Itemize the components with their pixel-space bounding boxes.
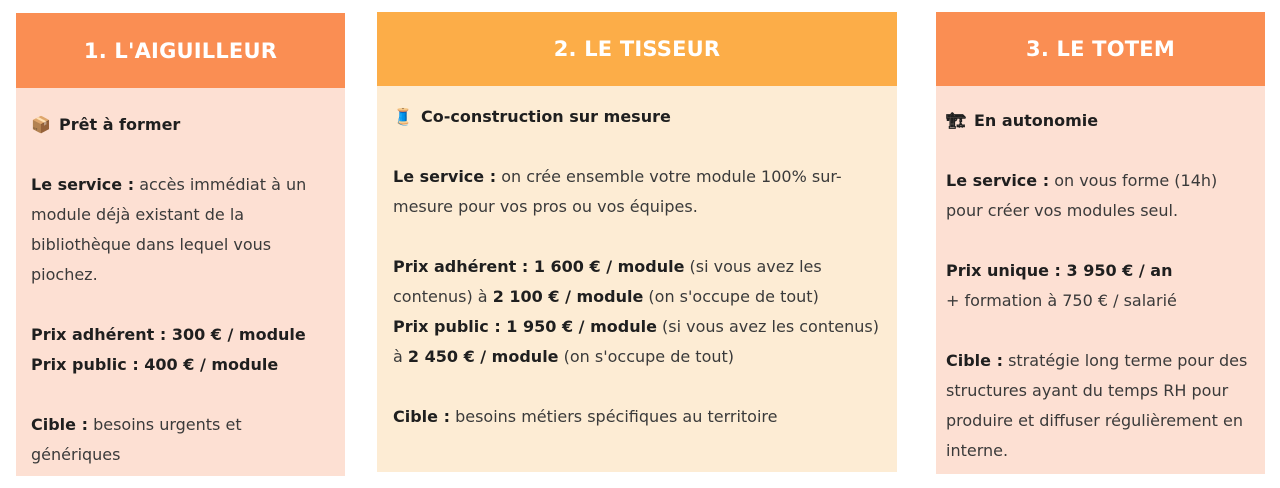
public-price: Prix public : 1 950 € / module (si vous avez les contenus) à 2 450 € / module (on s'occupe de tout) bbox=[393, 317, 879, 366]
public-price: Prix public : 400 € / module bbox=[31, 355, 279, 374]
offer-tag bbox=[31, 110, 330, 140]
card-title: 1. L'AIGUILLEUR bbox=[16, 13, 345, 88]
offer-tag bbox=[393, 102, 881, 132]
offer-card-totem bbox=[936, 12, 1265, 474]
card-title: 3. LE TOTEM bbox=[936, 12, 1265, 86]
card-body bbox=[16, 88, 345, 476]
offer-tag-label: Co-construction sur mesure bbox=[421, 107, 671, 126]
service-description: Le service : on crée ensemble votre module 100% sur-mesure pour vos pros ou vos équipes. bbox=[393, 167, 842, 216]
construction-crane-icon: 🏗 bbox=[946, 111, 967, 130]
thread-spool-icon: 🧵 bbox=[393, 107, 413, 126]
training-price: + formation à 750 € / salarié bbox=[946, 291, 1177, 310]
offer-card-tisseur bbox=[377, 12, 897, 472]
offer-tag-label: Prêt à former bbox=[59, 115, 181, 134]
member-price: Prix adhérent : 300 € / module bbox=[31, 325, 306, 344]
target-audience: Cible : stratégie long terme pour des structures ayant du temps RH pour produire et diffuser régulièrement en interne. bbox=[946, 351, 1248, 460]
service-description: Le service : accès immédiat à un module déjà existant de la bibliothèque dans lequel vous piochez. bbox=[31, 175, 307, 284]
offer-tag bbox=[946, 106, 1255, 136]
card-body bbox=[936, 86, 1265, 474]
unique-price: Prix unique : 3 950 € / an bbox=[946, 261, 1173, 280]
target-audience: Cible : besoins métiers spécifiques au territoire bbox=[393, 407, 778, 426]
card-body bbox=[377, 86, 897, 472]
offer-tag-label: En autonomie bbox=[974, 111, 1099, 130]
card-title: 2. LE TISSEUR bbox=[377, 12, 897, 86]
offer-card-aiguilleur bbox=[16, 13, 345, 476]
target-audience: Cible : besoins urgents et génériques bbox=[31, 415, 242, 464]
member-price: Prix adhérent : 1 600 € / module (si vous avez les contenus) à 2 100 € / module (on s'occupe de tout) bbox=[393, 257, 822, 306]
service-description: Le service : on vous forme (14h) pour créer vos modules seul. bbox=[946, 171, 1218, 220]
package-icon: 📦 bbox=[31, 115, 51, 134]
